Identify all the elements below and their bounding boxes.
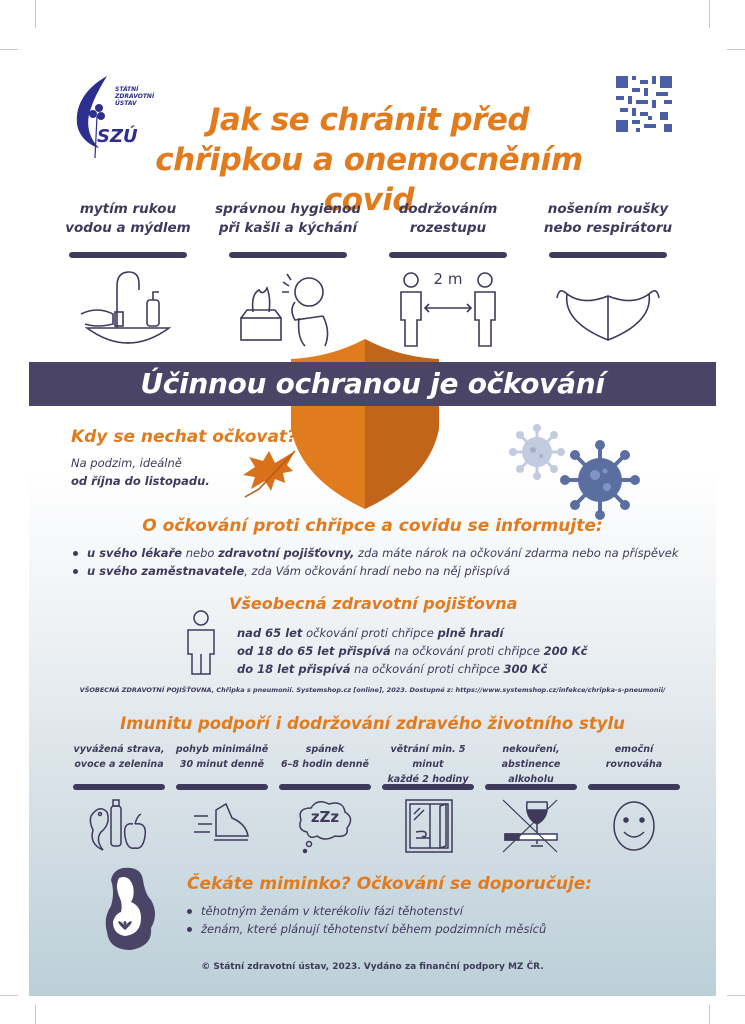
divider-bar [73,784,165,790]
text: nebo [182,546,219,560]
list-item [69,544,709,562]
crop-mark [727,995,745,996]
text: zda máte nárok na očkování zdarma nebo na příspěvek [354,546,679,560]
protection-item-distance [373,200,523,356]
title-line-2: chřipkou a onemocněním covid [155,142,583,218]
vzp-heading: Všeobecná zdravotní pojišťovna [229,594,518,613]
bold-text: u svého zaměstnavatele [87,564,245,578]
protection-label [213,200,363,240]
inform-list [69,544,709,580]
list-item: těhotným ženám v kterékoliv fázi těhotenství [183,902,683,920]
window-ventilation-icon [396,796,460,854]
lifestyle-label [378,742,478,785]
no-smoking-alcohol-icon [499,796,563,854]
protection-item-mask [533,200,683,356]
protection-item-cough-hygiene [213,200,363,356]
footer-copyright: © Státní zdravotní ústav, 2023. Vydáno za finanční podpory MZ ČR. [201,962,544,972]
text: na očkování proti chřipce [350,662,504,676]
divider-bar [176,784,268,790]
running-shoe-icon [190,796,254,854]
divider-bar [69,252,187,258]
lifestyle-label [275,742,375,774]
logo-abbr: SZÚ [97,126,138,147]
logo-line: ZDRAVOTNÍ [115,93,155,100]
label-line: 6–8 hodin denně [281,759,369,770]
logo-line: STÁTNÍ [115,86,139,93]
vaccination-banner: Účinnou ochranou je očkování [29,362,716,406]
food-icon [87,796,151,854]
sleep-zzz: zZz [310,808,340,826]
lifestyle-label [172,742,272,774]
virus-icon [559,439,641,521]
lifestyle-label [481,742,581,785]
label-line: vyvážená strava, [73,744,165,755]
protection-label [373,200,523,240]
text: , zda Vám očkování hradí nebo na něj přispívá [244,564,511,578]
lifestyle-item-food [69,742,169,858]
logo-line: ÚSTAV [115,100,137,107]
smiley-icon [602,796,666,854]
vzp-row [237,642,637,660]
pregnancy-heading: Čekáte miminko? Očkování se doporučuje: [187,874,593,894]
handwashing-icon [73,266,183,352]
inform-heading: O očkování proti chřipce a covidu se informujte: [142,516,603,536]
lifestyle-item-emotional-balance [584,742,684,858]
bold-text: nad 65 let [237,626,303,640]
qr-code-icon[interactable] [616,76,672,132]
crop-mark [0,995,18,996]
divider-bar [229,252,347,258]
bold-text: zdravotní pojišťovny, [218,546,355,560]
virus-icon [509,424,565,480]
title-line-1: Jak se chránit před [208,102,530,138]
vzp-rows [237,624,637,678]
lifestyle-label [69,742,169,774]
pregnant-woman-icon [101,866,159,952]
label-line: 30 minut denně [179,759,265,770]
bold-text: u svého lékaře [87,546,183,560]
poster [29,34,716,996]
label-line: emoční [614,744,654,755]
lifestyle-item-sleep [275,742,375,858]
bold-text: plně hradí [437,626,504,640]
crop-mark [727,49,745,50]
lifestyle-item-no-smoking-alcohol [481,742,581,858]
vzp-row [237,660,637,678]
label-line: spánek [305,744,345,755]
bold-text: od 18 do 65 let přispívá [237,644,391,658]
when-period: od října do listopadu. [71,474,210,488]
bold-text: 300 Kč [503,662,548,676]
list-item: ženám, které plánují těhotenství během podzimních měsíců [183,920,683,938]
crop-mark [35,0,36,28]
lifestyle-heading: Imunitu podpoří i dodržování zdravého životního stylu [120,714,625,733]
label-line: větrání min. 5 minut [390,744,466,770]
when-heading: Kdy se nechat očkovat? [71,427,297,447]
label-line: pohyb minimálně [175,744,269,755]
protection-item-handwashing [53,200,203,356]
crop-mark [709,1005,710,1024]
label-line: při kašli a kýchání [218,220,358,236]
label-line: nebo respirátoru [543,220,673,236]
protection-label [53,200,203,240]
vzp-row [237,624,637,642]
label-line: nošením roušky [547,201,669,217]
label-line: ovoce a zelenina [74,759,164,770]
label-line: správnou hygienou [215,201,361,217]
list-item [69,562,709,580]
label-line: rovnováha [605,759,663,770]
distance-label: 2 m [433,270,463,288]
label-line: nekouření, [502,744,560,755]
face-mask-icon [553,266,663,352]
label-line: abstinence alkoholu [501,759,561,785]
lifestyle-label [584,742,684,774]
source-citation: VŠOBECNÁ ZDRAVOTNÍ POJIŠŤOVNA, Chřipka s pneumonií. Systemshop.cz [online], 2023. Dostupné z: https://www.systemshop.cz/infekce/chripka-s-pneumonii/ [79,686,666,694]
pregnancy-list [183,902,683,938]
lifestyle-item-ventilation [378,742,478,858]
label-line: rozestupu [409,220,487,236]
crop-mark [0,49,18,50]
protection-label [533,200,683,240]
label-line: každé 2 hodiny [387,774,469,785]
divider-bar [549,252,667,258]
label-line: mytím rukou [79,201,177,217]
crop-mark [709,0,710,28]
text: očkování proti chřipce [302,626,438,640]
when-text: Na podzim, ideálně [71,456,182,470]
autumn-leaf-icon [239,449,297,499]
bold-text: 200 Kč [543,644,588,658]
divider-bar [588,784,680,790]
bold-text: do 18 let přispívá [237,662,351,676]
label-line: vodou a mýdlem [65,220,191,236]
label-line: dodržováním [398,201,498,217]
crop-mark [35,1005,36,1024]
text: na očkování proti chřipce [390,644,544,658]
person-icon [185,610,217,676]
lifestyle-item-exercise [172,742,272,858]
